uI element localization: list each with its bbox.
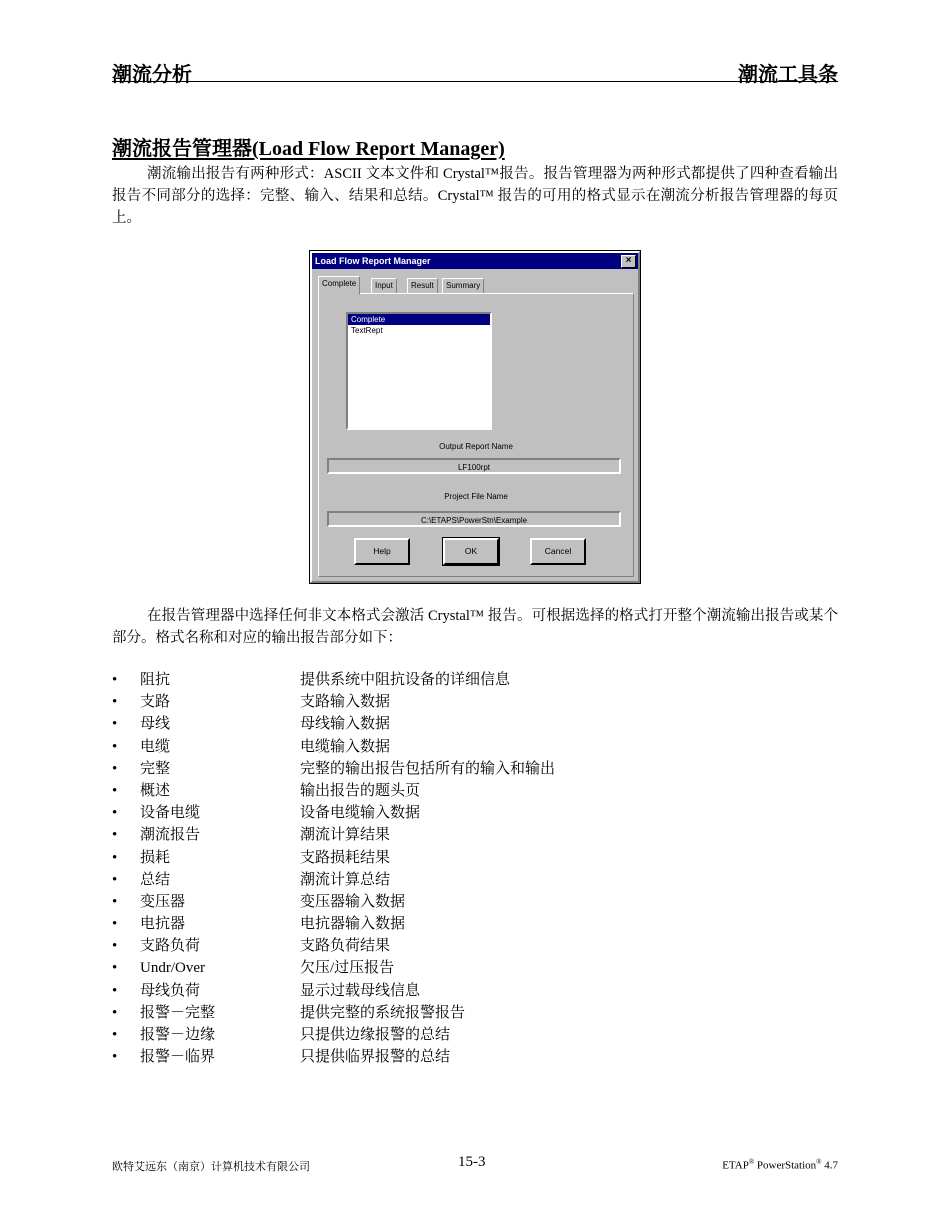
format-description: 支路损耗结果 (300, 849, 391, 866)
bullet: • (112, 1027, 118, 1043)
format-name: 报警－边缘 (140, 1027, 216, 1043)
format-description: 提供系统中阻抗设备的详细信息 (300, 672, 511, 688)
format-name: 潮流报告 (140, 827, 201, 844)
registered-mark: ® (816, 1158, 822, 1166)
list-item (112, 713, 838, 735)
footer-page-number: 15-3 (458, 1154, 486, 1170)
bullet: • (112, 960, 118, 977)
footer-product-name-2: PowerStation (756, 1159, 817, 1172)
bullet: • (112, 716, 118, 733)
list-item (112, 935, 838, 957)
list-item (112, 802, 838, 824)
bullet: • (112, 1004, 118, 1021)
format-description: 变压器输入数据 (300, 893, 406, 910)
format-description: 欠压/过压报告 (300, 960, 395, 977)
format-name: 电缆 (140, 738, 171, 755)
format-paragraph: 在报告管理器中选择任何非文本格式会激活 Crystal™ 报告。可根据选择的格式打开整个潮流输出报告或某个部分。格式名称和对应的输出报告部分如下： (112, 608, 838, 646)
bullet: • (112, 738, 118, 755)
format-name: 损耗 (140, 849, 171, 866)
footer-company: 欧特艾远东（南京）计算机技术有限公司 (112, 1161, 310, 1173)
intro-paragraph: 潮流输出报告有两种形式：ASCII 文本文件和 Crystal™报告。报告管理器为两种形式都提供了四种查看输出报告不同部分的选择：完整、输入、结果和总结。Crystal™ 报告的可用的格式显示在潮流分析报告管理器的每页上。 (112, 166, 838, 226)
format-description: 完整的输出报告包括所有的输入和输出 (300, 760, 556, 777)
list-item (112, 847, 838, 869)
bullet: • (112, 805, 118, 822)
tab-summary[interactable]: Summary (442, 278, 484, 294)
format-name: 母线负荷 (140, 982, 201, 999)
list-item (112, 980, 838, 1002)
bullet: • (112, 782, 118, 799)
list-item (112, 891, 838, 913)
format-name: 报警－完整 (140, 1004, 216, 1021)
output-report-field[interactable]: LF100rpt (327, 458, 621, 474)
report-manager-dialog (309, 250, 641, 584)
footer-version: 4.7 (824, 1159, 838, 1172)
format-description: 电抗器输入数据 (300, 916, 406, 933)
format-description: 支路负荷结果 (300, 938, 391, 955)
format-name: 变压器 (140, 893, 186, 910)
format-name: 完整 (140, 760, 171, 777)
list-item (112, 691, 838, 713)
tab-complete[interactable]: Complete (318, 276, 360, 295)
list-item[interactable]: TextRept (351, 326, 383, 335)
tab-panel (318, 293, 634, 577)
cancel-button[interactable]: Cancel (530, 538, 586, 565)
bullet: • (112, 871, 118, 888)
format-name: 电抗器 (140, 916, 186, 933)
list-item (112, 780, 838, 802)
bullet: • (112, 1049, 118, 1066)
project-file-label: Project File Name (444, 492, 508, 501)
header-rule (112, 81, 838, 82)
dialog-titlebar (312, 253, 638, 269)
list-item (112, 669, 838, 691)
bullet: • (112, 938, 118, 955)
format-description: 母线输入数据 (300, 716, 391, 733)
format-name: 阻抗 (140, 672, 171, 688)
list-item (112, 1046, 838, 1068)
format-description: 输出报告的题头页 (300, 782, 421, 799)
list-item (112, 913, 838, 935)
format-name: 支路 (140, 694, 171, 711)
format-name: 支路负荷 (140, 938, 201, 955)
list-item[interactable]: Complete (348, 314, 490, 325)
header-left-title: 潮流分析 (112, 64, 192, 86)
tab-result[interactable]: Result (407, 278, 438, 294)
format-name: 母线 (140, 716, 171, 733)
format-description: 支路输入数据 (300, 694, 391, 711)
format-description: 设备电缆输入数据 (300, 805, 421, 822)
ok-button[interactable]: OK (443, 538, 499, 565)
list-item (112, 736, 838, 758)
format-description: 显示过载母线信息 (300, 982, 421, 999)
header-right-title: 潮流工具条 (738, 64, 838, 86)
project-file-field[interactable]: C:\ETAPS\PowerStn\Example (327, 511, 621, 527)
bullet: • (112, 916, 118, 933)
output-report-label: Output Report Name (439, 442, 513, 451)
list-item (112, 1024, 838, 1046)
bullet: • (112, 760, 118, 777)
list-item (112, 1002, 838, 1024)
list-item (112, 758, 838, 780)
format-description: 只提供边缘报警的总结 (300, 1027, 451, 1043)
list-item (112, 824, 838, 846)
bullet: • (112, 982, 118, 999)
bullet: • (112, 849, 118, 866)
tab-input[interactable]: Input (371, 278, 397, 294)
format-list (112, 669, 838, 1068)
bullet: • (112, 694, 118, 711)
format-name: Undr/Over (140, 960, 205, 977)
section-title: 潮流报告管理器(Load Flow Report Manager) (112, 138, 505, 160)
list-item (112, 869, 838, 891)
bullet: • (112, 827, 118, 844)
format-listbox[interactable] (346, 312, 492, 430)
registered-mark: ® (748, 1158, 755, 1166)
close-button[interactable]: × (621, 255, 636, 268)
bullet: • (112, 893, 118, 910)
bullet: • (112, 672, 118, 688)
format-description: 潮流计算总结 (300, 871, 391, 888)
dialog-title: Load Flow Report Manager (315, 256, 431, 266)
format-description: 潮流计算结果 (300, 827, 391, 844)
format-name: 概述 (140, 782, 171, 799)
format-description: 电缆输入数据 (300, 738, 391, 755)
format-description: 提供完整的系统报警报告 (300, 1004, 466, 1021)
format-name: 总结 (140, 871, 171, 888)
help-button[interactable]: Help (354, 538, 410, 565)
footer-product (722, 1158, 838, 1172)
footer-product-name: ETAP (722, 1159, 749, 1172)
list-item (112, 957, 838, 979)
format-description: 只提供临界报警的总结 (300, 1049, 451, 1066)
format-name: 报警－临界 (140, 1049, 216, 1066)
format-name: 设备电缆 (140, 805, 201, 822)
